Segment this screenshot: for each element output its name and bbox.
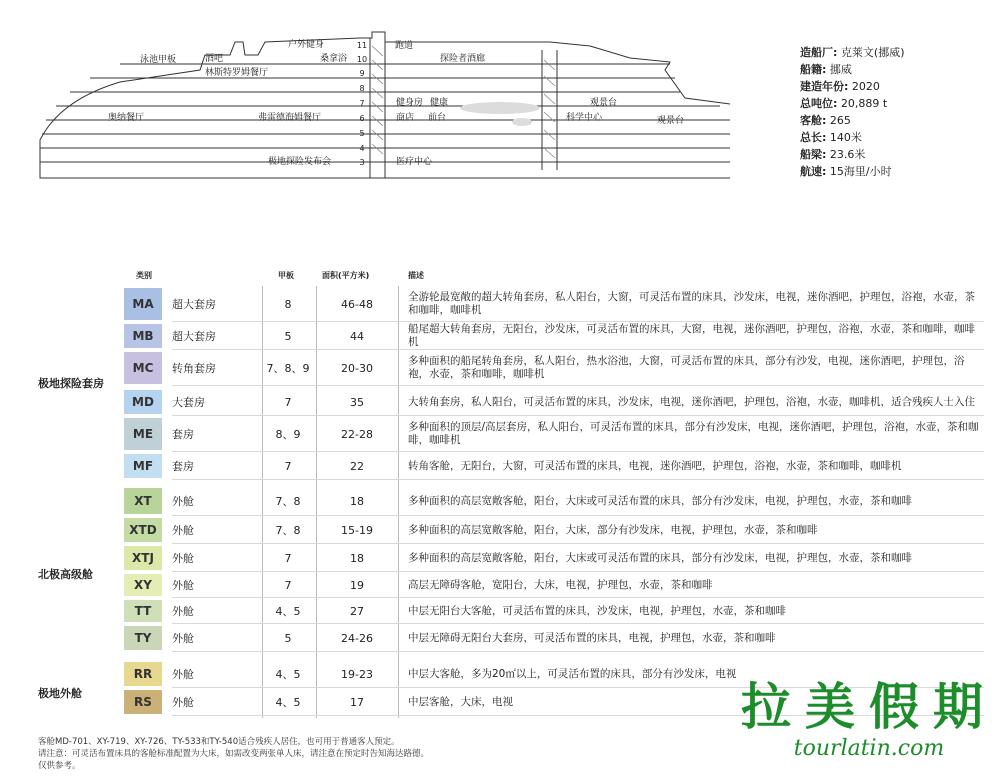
- deck-number: 11: [356, 41, 368, 50]
- row-divider: [172, 623, 984, 624]
- cabin-deck: 5: [284, 329, 292, 343]
- spec-row: [800, 95, 905, 112]
- label-shop: 商店: [396, 113, 415, 123]
- spec-row: [800, 163, 905, 180]
- cabin-deck: 7: [284, 459, 292, 473]
- row-divider: [172, 451, 984, 452]
- deck-number: 10: [356, 55, 368, 64]
- cabin-deck: 4、5: [275, 668, 301, 681]
- cabin-deck: 7、8、9: [266, 362, 310, 375]
- deck-number: 6: [359, 114, 365, 123]
- cabin-deck: 4、5: [275, 605, 301, 618]
- cabin-code-badge: TT: [124, 600, 162, 622]
- cabin-type: 套房: [172, 428, 194, 441]
- cabin-code-badge: MB: [124, 324, 162, 348]
- cabin-deck: 8、9: [275, 428, 301, 441]
- cabin-area: 15-19: [341, 523, 373, 537]
- cabin-area: 27: [350, 604, 364, 618]
- cabin-type: 超大套房: [172, 298, 216, 311]
- cabin-code-badge: XT: [124, 488, 162, 514]
- cabin-type: 外舱: [172, 579, 194, 592]
- label-fredheim-restaurant: 弗雷德海姆餐厅: [258, 113, 322, 123]
- brand-watermark: [740, 678, 998, 762]
- row-divider: [172, 321, 984, 322]
- cabin-code-badge: MD: [124, 390, 162, 414]
- label-bar: 酒吧: [205, 54, 224, 64]
- ship-deck-plan: [30, 20, 730, 190]
- label-polar-lecture: 极地探险发布会: [268, 157, 332, 167]
- cabin-type: 外舱: [172, 605, 194, 618]
- label-pool-deck: 泳池甲板: [140, 55, 177, 65]
- cabin-description: 高层无障碍客舱，宽阳台，大床，电视，护理包，水壶，茶和咖啡: [408, 578, 713, 591]
- spec-value: 140米: [829, 131, 862, 144]
- footnote: 仅供参考。: [38, 761, 81, 771]
- cabin-area: 22: [350, 459, 364, 473]
- header-deck: 甲板: [278, 271, 294, 280]
- header-area: 面积(平方米): [322, 271, 370, 280]
- row-divider: [172, 571, 984, 572]
- deck-number: 8: [359, 84, 365, 93]
- cabin-code-badge: MA: [124, 288, 162, 320]
- cabin-description: 大转角套房，私人阳台，可灵活布置的床具，沙发床，电视，迷你酒吧，护理包，浴袍，水壶，咖啡机，适合残疾人士入住: [408, 395, 975, 408]
- cabin-deck: 7: [284, 395, 292, 409]
- group-label-arctic-superior: 北极高级舱: [38, 568, 93, 581]
- cabin-area: 44: [350, 329, 364, 343]
- label-observation-1: 观景台: [590, 98, 618, 108]
- row-divider: [172, 543, 984, 544]
- cabin-area: 35: [350, 395, 364, 409]
- deck-number: 5: [359, 129, 365, 138]
- label-explorer-lounge: 探险者酒廊: [440, 54, 486, 64]
- cabin-code-badge: MC: [124, 352, 162, 384]
- row-divider: [172, 349, 984, 350]
- column-divider: [316, 286, 317, 718]
- deck-number: 9: [359, 69, 365, 78]
- row-divider: [172, 651, 984, 652]
- spec-key: 航速:: [800, 165, 827, 178]
- cabin-type: 外舱: [172, 524, 194, 537]
- cabin-code-badge: MF: [124, 454, 162, 478]
- spec-key: 总长:: [800, 131, 827, 144]
- cabin-code-badge: TY: [124, 626, 162, 650]
- cabin-type: 外舱: [172, 696, 194, 709]
- group-label-polar-suites: 极地探险套房: [38, 377, 104, 390]
- row-divider: [172, 385, 984, 386]
- cabin-description: 全游轮最宽敞的超大转角套房，私人阳台，大窗，可灵活布置的床具，沙发床，电视，迷你酒吧，护理包，浴袍，水壶，茶和咖啡，咖啡机: [408, 291, 975, 316]
- cabin-code-badge: XY: [124, 574, 162, 596]
- cabin-area: 19: [350, 578, 364, 592]
- spec-key: 客舱:: [800, 114, 827, 127]
- deck-number: 4: [359, 144, 365, 153]
- label-observation-2: 观景台: [657, 116, 685, 126]
- footnote: 客舱MD-701、XY-719、XY-726、TY-533和TY-540适合残疾人居住，也可用于普通客人预定。: [38, 737, 400, 747]
- row-divider: [172, 479, 984, 480]
- spec-value: 挪威: [829, 63, 852, 76]
- cabin-area: 19-23: [341, 667, 373, 681]
- cabin-code-badge: XTJ: [124, 546, 162, 570]
- cabin-description: 中层无阳台大客舱，可灵活布置的床具，沙发床，电视，护理包，水壶，茶和咖啡: [408, 604, 786, 617]
- label-aune-restaurant: 奥纳餐厅: [108, 113, 145, 123]
- column-divider: [398, 286, 399, 718]
- cabin-deck: 7: [284, 578, 292, 592]
- cabin-type: 外舱: [172, 668, 194, 681]
- spec-value: 克莱文(挪威): [840, 46, 905, 59]
- spec-value: 2020: [851, 80, 880, 93]
- deck-number: 7: [359, 99, 365, 108]
- spec-row: [800, 78, 905, 95]
- cabin-deck: 7: [284, 551, 292, 565]
- label-outdoor-fitness: 户外健身: [288, 40, 325, 50]
- header-description: 描述: [408, 271, 424, 280]
- label-medical: 医疗中心: [396, 157, 433, 167]
- row-divider: [172, 415, 984, 416]
- cabin-type: 超大套房: [172, 330, 216, 343]
- cabin-description: 多种面积的高层宽敞客舱，阳台，大床，部分有沙发床，电视，护理包，水壶，茶和咖啡: [408, 523, 818, 536]
- spec-value: 23.6米: [829, 148, 866, 161]
- cabin-area: 22-28: [341, 427, 373, 441]
- cabin-type: 转角套房: [172, 362, 216, 375]
- cabin-description: 多种面积的高层宽敞客舱，阳台，大床或可灵活布置的床具，部分有沙发床，电视，护理包，水壶，茶和咖啡: [408, 551, 912, 564]
- cabin-area: 46-48: [341, 297, 373, 311]
- cabin-deck: 8: [284, 297, 292, 311]
- cabin-description: 中层大客舱，多为20㎡以上，可灵活布置的床具，部分有沙发床，电视: [408, 667, 737, 680]
- footnotes: [38, 736, 429, 772]
- spec-key: 船梁:: [800, 148, 827, 161]
- spec-value: 15海里/小时: [829, 165, 892, 178]
- cabin-area: 17: [350, 695, 364, 709]
- spec-key: 造船厂:: [800, 46, 838, 59]
- label-sauna: 桑拿浴: [320, 54, 348, 64]
- cabin-deck: 7、8: [275, 524, 301, 537]
- cabin-description: 中层客舱，大床，电视: [408, 695, 513, 708]
- cabin-type: 外舱: [172, 552, 194, 565]
- cabin-deck: 5: [284, 631, 292, 645]
- header-category: 类别: [136, 271, 152, 280]
- spec-value: 265: [829, 114, 851, 127]
- cabin-type: 外舱: [172, 495, 194, 508]
- group-label-polar-outside: 极地外舱: [38, 687, 82, 700]
- label-track: 跑道: [395, 41, 414, 51]
- cabin-area: 24-26: [341, 631, 373, 645]
- cabin-description: 多种面积的高层宽敞客舱，阳台，大床或可灵活布置的床具，部分有沙发床，电视，护理包，水壶，茶和咖啡: [408, 494, 912, 507]
- cabin-type: 大套房: [172, 396, 205, 409]
- spec-row: [800, 112, 905, 129]
- cabin-description: 船尾超大转角套房，无阳台，沙发床，可灵活布置的床具，大窗，电视，迷你酒吧，护理包，浴袍，水壶，茶和咖啡，咖啡机: [408, 323, 975, 348]
- cabin-code-badge: RS: [124, 690, 162, 714]
- label-gym: 健身房: [396, 98, 424, 108]
- spec-row: [800, 61, 905, 78]
- cabin-description: 多种面积的船尾转角套房，私人阳台，热水浴池，大窗，可灵活布置的床具，部分有沙发，电视，迷你酒吧，护理包，浴袍，水壶，茶和咖啡，咖啡机: [408, 355, 965, 380]
- deck-number: 3: [359, 158, 365, 167]
- label-linnstrand-restaurant: 林斯特罗姆餐厅: [205, 68, 269, 78]
- row-divider: [172, 515, 984, 516]
- spec-value: 20,889 t: [840, 97, 888, 110]
- footnote: 请注意：可灵活布置床具的客舱标准配置为大床，如需改变两张单人床，请注意在预定时告知海达路德。: [38, 749, 430, 759]
- cabin-description: 多种面积的顶层/高层套房，私人阳台，可灵活布置的床具，部分有沙发床，电视，迷你酒吧，护理包，浴袍，水壶，茶和咖啡，咖啡机: [408, 421, 979, 446]
- cabin-area: 18: [350, 551, 364, 565]
- cabin-code-badge: ME: [124, 418, 162, 450]
- cabin-area: 18: [350, 494, 364, 508]
- brand-name: 拉美假期: [741, 677, 997, 736]
- label-wellness: 健康: [430, 98, 449, 108]
- row-divider: [172, 597, 984, 598]
- cabin-type: 套房: [172, 460, 194, 473]
- spec-row: [800, 146, 905, 163]
- spec-key: 建造年份:: [800, 80, 849, 93]
- cabin-code-badge: XTD: [124, 518, 162, 542]
- spec-row: [800, 129, 905, 146]
- brand-url: tourlatin.com: [793, 736, 945, 761]
- ship-specs: [800, 44, 905, 180]
- cabin-type: 外舱: [172, 632, 194, 645]
- cabin-description: 转角客舱，无阳台，大窗，可灵活布置的床具，电视，迷你酒吧，护理包，浴袍，水壶，茶和咖啡，咖啡机: [408, 459, 902, 472]
- label-science-center: 科学中心: [566, 113, 603, 123]
- cabin-description: 中层无障碍无阳台大套房，可灵活布置的床具，电视，护理包，水壶，茶和咖啡: [408, 631, 776, 644]
- spec-key: 船籍:: [800, 63, 827, 76]
- spec-row: [800, 44, 905, 61]
- cabin-deck: 7、8: [275, 495, 301, 508]
- cabin-area: 20-30: [341, 361, 373, 375]
- cabin-code-badge: RR: [124, 662, 162, 686]
- cabin-deck: 4、5: [275, 696, 301, 709]
- spec-key: 总吨位:: [800, 97, 838, 110]
- label-reception: 前台: [428, 113, 447, 123]
